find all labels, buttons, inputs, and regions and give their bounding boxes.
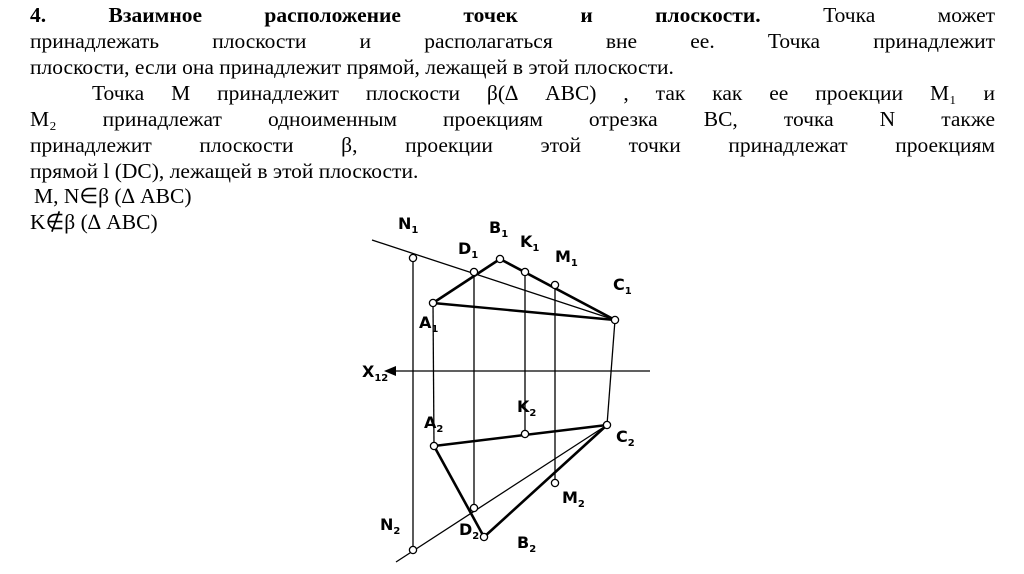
label-d2: $D_2$ [459,520,480,542]
section-heading: 4. Взаимное расположение точек и плоскости. [30,3,761,27]
edge-b2-c2 [484,425,607,537]
label-a2: $A_2$ [424,413,444,435]
point-b1 [496,255,503,262]
label-c1: $C_1$ [613,275,632,297]
point-k1 [521,268,528,275]
label-x12: $X_{12}$ [362,362,389,384]
label-c2: $C_2$ [616,427,635,449]
text-line-9: K∉β (∆ ABC) [30,210,158,234]
label-d1: $D_1$ [458,239,479,261]
point-a1 [429,299,436,306]
text-line-1-rest: Точка может [760,3,996,27]
label-k1: $K_1$ [520,232,540,254]
label-n1: $N_1$ [398,214,419,236]
point-n1 [409,254,416,261]
point-b2 [480,533,487,540]
label-m1: $M_1$ [555,247,578,269]
text-line-5: М₂ принадлежат одноименным проекциям отрезка ВС, точка N также [30,107,995,131]
label-n2: $N_2$ [380,515,401,537]
point-m2 [551,479,558,486]
text-line-8: M, N∈β (∆ ABC) [34,184,192,208]
edge-a1-b1 [433,259,500,303]
point-m1 [551,281,558,288]
link-c [607,320,615,425]
label-b2: $B_2$ [517,533,537,555]
label-a1: $A_1$ [419,313,439,335]
text-line-2: принадлежать плоскости и располагаться вне ее. Точка принадлежит [30,29,995,53]
point-c1 [611,316,618,323]
point-d2 [470,504,477,511]
point-c2 [603,421,610,428]
label-b1: $B_1$ [489,218,509,240]
text-line-3: плоскости, если она принадлежит прямой, лежащей в этой плоскости. [30,55,674,79]
point-k2 [521,430,528,437]
point-n2 [409,546,416,553]
label-m2: $M_2$ [562,488,585,510]
text-line-6: принадлежит плоскости β, проекции этой точки принадлежат проекциям [30,133,995,157]
label-k2: $K_2$ [517,397,537,419]
text-line-7: прямой l (DC), лежащей в этой плоскости. [30,159,419,183]
text-line-4: Точка М принадлежит плоскости β(∆ ABC) , так как ее проекции М₁ и [92,81,995,105]
edge-a2-c2 [434,425,607,446]
point-d1 [470,268,477,275]
point-a2 [430,442,437,449]
